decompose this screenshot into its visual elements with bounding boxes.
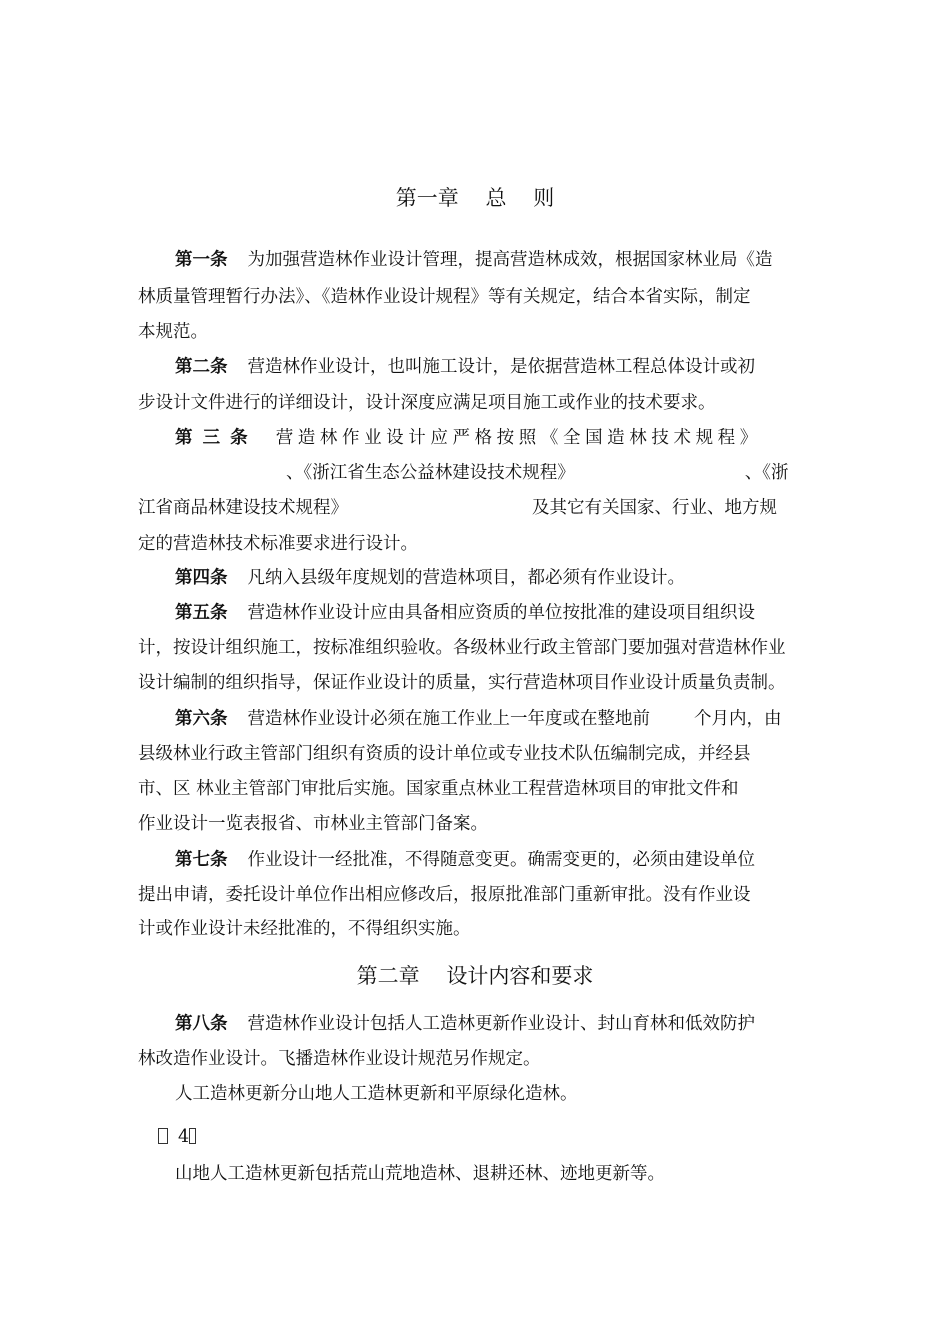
article-6-line-4: 作业设计一览表报省、市林业主管部门备案。: [138, 814, 488, 834]
article-2-text-1: 营造林作业设计，也叫施工设计，是依据营造林工程总体设计或初: [247, 357, 755, 377]
article-6-line-2: 县级林业行政主管部门组织有资质的设计单位或专业技术队伍编制完成，并经县: [138, 744, 751, 764]
article-1-line-1: [175, 248, 814, 272]
article-3-label: 第 三 条: [175, 428, 250, 448]
article-8-line-1: [175, 1012, 814, 1036]
box-glyph-icon: [189, 1128, 196, 1144]
article-6-text-1b: 个月内，由: [694, 709, 782, 729]
paragraph-2: 山地人工造林更新包括荒山荒地造林、退耕还林、迹地更新等。: [175, 1164, 665, 1184]
article-3-text-1: 营造林作业设计应严格按照《全国造林技术规程》: [275, 428, 762, 448]
article-3-text-3b: 及其它有关国家、行业、地方规: [532, 498, 777, 518]
paragraph-1: 人工造林更新分山地人工造林更新和平原绿化造林。: [175, 1084, 578, 1104]
article-4-line-1: [175, 566, 814, 590]
article-1-line-3: 本规范。: [138, 322, 208, 342]
chapter-1-title: 第一章 总 则: [395, 186, 555, 210]
article-2-line-2: 步设计文件进行的详细设计，设计深度应满足项目施工或作业的技术要求。: [138, 393, 716, 413]
article-7-label: 第七条: [175, 850, 228, 870]
article-6-text-1a: 营造林作业设计必须在施工作业上一年度或在整地前: [247, 709, 650, 729]
article-5-text-1: 营造林作业设计应由具备相应资质的单位按批准的建设项目组织设: [247, 603, 755, 623]
article-2-line-1: [175, 355, 814, 379]
article-1-label: 第一条: [175, 250, 228, 270]
article-5-line-3: 设计编制的组织指导，保证作业设计的质量，实行营造林项目作业设计质量负责制。: [138, 673, 786, 693]
article-3-line-1: [175, 426, 814, 450]
article-3-text-2b: 、《浙: [744, 463, 789, 483]
article-3-line-4: 定的营造林技术标准要求进行设计。: [138, 534, 418, 554]
article-6-line-3: 市、区 林业主管部门审批后实施。国家重点林业工程营造林项目的审批文件和: [138, 779, 739, 799]
article-3-line-3: [138, 496, 814, 520]
article-5-line-2: 计，按设计组织施工，按标准组织验收。各级林业行政主管部门要加强对营造林作业: [138, 638, 786, 658]
article-5-line-1: [175, 601, 814, 625]
article-3-line-2: [138, 461, 814, 485]
article-8-text-1: 营造林作业设计包括人工造林更新作业设计、封山育林和低效防护: [247, 1014, 755, 1034]
article-2-label: 第二条: [175, 357, 228, 377]
article-6-label: 第六条: [175, 709, 228, 729]
article-1-line-2: 林质量管理暂行办法》、《造林作业设计规程》等有关规定，结合本省实际，制定: [138, 287, 751, 307]
article-6-line-1: [175, 707, 814, 731]
article-3-text-3a: 江省商品林建设技术规程》: [138, 498, 348, 518]
article-7-text-1: 作业设计一经批准，不得随意变更。确需变更的，必须由建设单位: [247, 850, 755, 870]
article-8-label: 第八条: [175, 1014, 228, 1034]
article-7-line-2: 提出申请，委托设计单位作出相应修改后，报原批准部门重新审批。没有作业设: [138, 885, 751, 905]
article-3-text-2a: 、《浙江省生态公益林建设技术规程》: [286, 463, 575, 483]
box-glyph-icon: [158, 1128, 168, 1144]
article-1-text-1: 为加强营造林作业设计管理，提高营造林成效，根据国家林业局《造: [247, 250, 773, 270]
article-4-label: 第四条: [175, 568, 228, 588]
chapter-2-title: 第二章 设计内容和要求: [356, 964, 594, 988]
article-7-line-1: [175, 848, 814, 872]
article-4-text-1: 凡纳入县级年度规划的营造林项目，都必须有作业设计。: [247, 568, 685, 588]
footnote-marker: [158, 1125, 834, 1149]
footnote-number: 4: [178, 1127, 190, 1147]
article-5-label: 第五条: [175, 603, 228, 623]
article-8-line-2: 林改造作业设计。飞播造林作业设计规范另作规定。: [138, 1049, 541, 1069]
article-7-line-3: 计或作业设计未经批准的，不得组织实施。: [138, 919, 471, 939]
